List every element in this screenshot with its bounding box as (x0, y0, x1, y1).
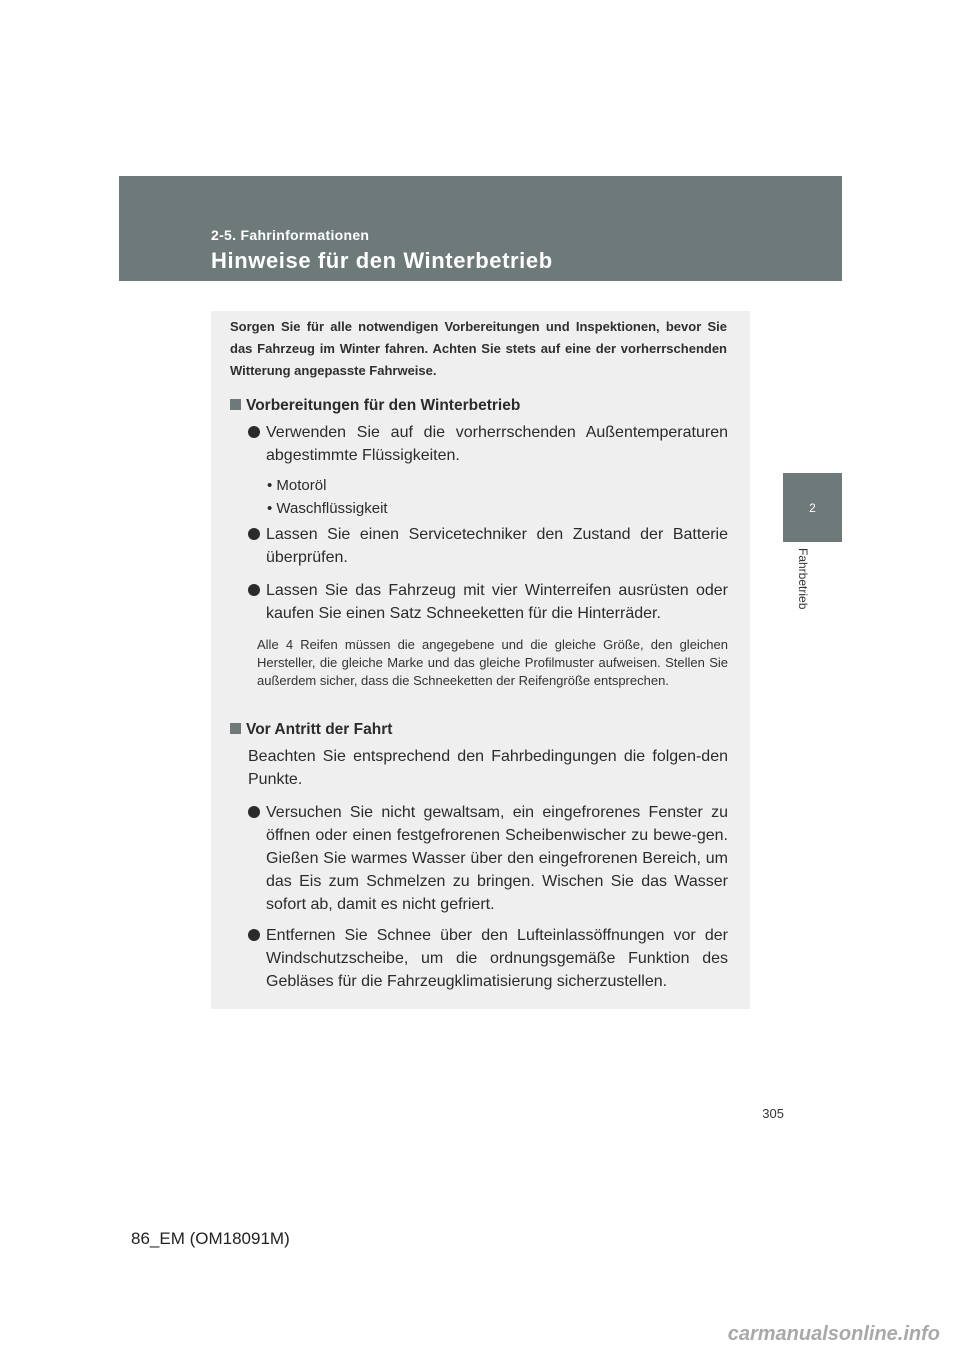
section-heading-preparation (230, 397, 520, 415)
section-number: 2-5. Fahrinformationen (211, 227, 370, 243)
sub-list-item: • Motoröl (267, 477, 327, 494)
list-item-text: Versuchen Sie nicht gewaltsam, ein eingefrorenes Fenster zu öffnen oder einen festgefrorenen Scheibenwischer zu bewe-gen. Gießen Sie warmes Wasser über den eingefrorenen Bereich, um das Eis zum Schmelzen zu bringen. Wischen Sie das Wasser sofort ab, damit es nicht gefriert. (266, 804, 728, 913)
list-item (248, 924, 728, 993)
content-panel (211, 311, 750, 1009)
watermark: carmanualsonline.info (727, 1323, 940, 1345)
page-number: 305 (762, 1106, 784, 1121)
bullet-dot-icon (248, 806, 260, 818)
list-item-text: Lassen Sie einen Servicetechniker den Zustand der Batterie überprüfen. (266, 526, 728, 566)
bullet-dot-icon (248, 426, 260, 438)
bullet-dot-icon (248, 528, 260, 540)
chapter-header (119, 176, 842, 281)
document-code: 86_EM (OM18091M) (131, 1229, 290, 1248)
bullet-dot-icon (248, 929, 260, 941)
list-item-text: Verwenden Sie auf die vorherrschenden Außentemperaturen abgestimmte Flüssigkeiten. (266, 424, 728, 464)
square-bullet-icon (230, 399, 241, 410)
sub-list-item: • Waschflüssigkeit (267, 500, 388, 517)
chapter-tab-number: 2 (809, 501, 816, 515)
list-item (248, 523, 728, 569)
square-bullet-icon (230, 723, 241, 734)
chapter-tab[interactable] (783, 473, 842, 542)
list-item (248, 421, 728, 467)
page-title: Hinweise für den Winterbetrieb (211, 248, 553, 273)
list-item-text: Lassen Sie das Fahrzeug mit vier Winterreifen ausrüsten oder kaufen Sie einen Satz Schneeketten für die Hinterräder. (266, 582, 728, 622)
section-heading-before-driving (230, 721, 392, 739)
section-heading-label: Vor Antritt der Fahrt (246, 721, 393, 738)
bullet-dot-icon (248, 584, 260, 596)
note-text: Alle 4 Reifen müssen die angegebene und die gleiche Größe, den gleichen Hersteller, die gleiche Marke und das gleiche Profilmuster aufweisen. Stellen Sie außerdem sicher, dass die Schneeketten der Reifengröße entsprechen. (257, 637, 728, 688)
chapter-tab-label: Fahrbetrieb (796, 548, 810, 610)
list-item (248, 801, 728, 916)
list-item (248, 579, 728, 625)
section-heading-label: Vorbereitungen für den Winterbetrieb (246, 397, 521, 414)
list-item-text: Entfernen Sie Schnee über den Lufteinlassöffnungen vor der Windschutzscheibe, um die ordnungsgemäße Funktion des Gebläses für die Fahrzeugklimatisierung sicherzustellen. (266, 927, 728, 990)
intro-text: Sorgen Sie für alle notwendigen Vorbereitungen und Inspektionen, bevor Sie das Fahrzeug im Winter fahren. Achten Sie stets auf eine der vorherrschenden Witterung angepasste Fahrweise. (230, 319, 727, 378)
paragraph-text: Beachten Sie entsprechend den Fahrbedingungen die folgen-den Punkte. (248, 748, 728, 788)
